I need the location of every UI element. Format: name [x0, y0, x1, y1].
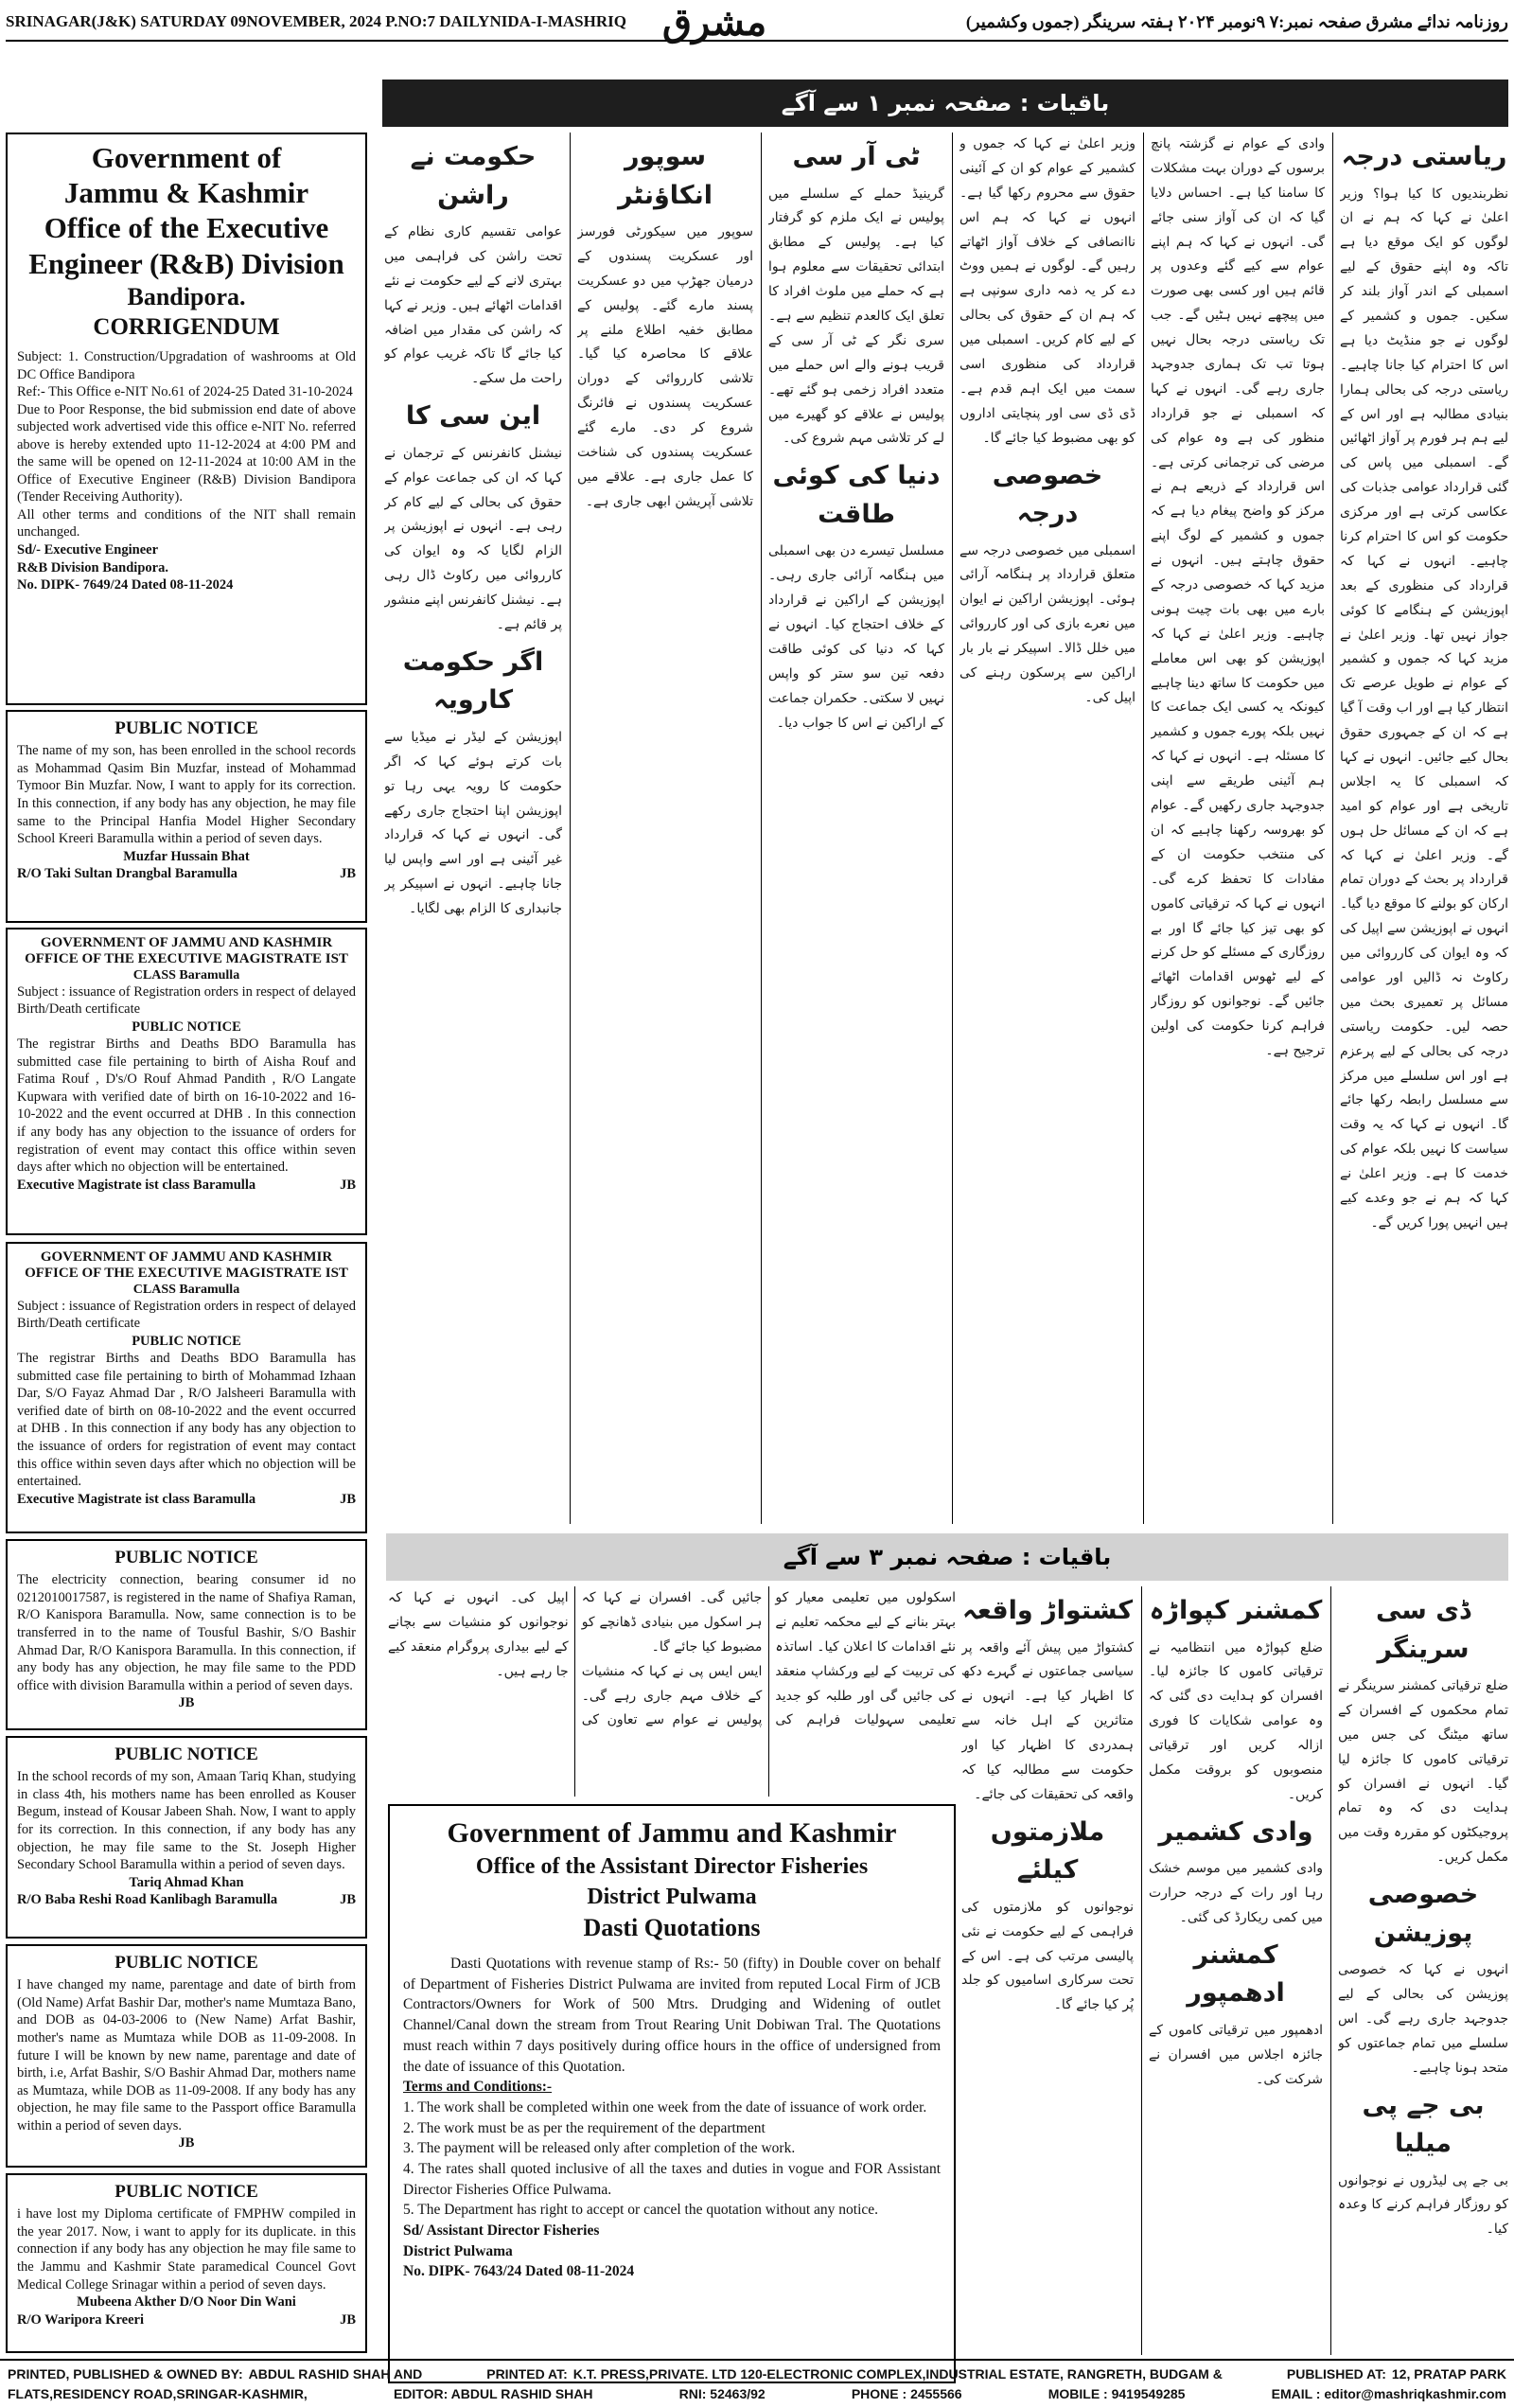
notice-jb: JB [340, 866, 356, 882]
notice-body: The registrar Births and Deaths BDO Baramulla has submitted case file pertaining to birth of Mohammad Izhaan Dar, S/O Fayaz Ahmad Dar , R/O Jalsheeri Baramulla with verified date of birth on 08-10-2022 and the event occurred at DHB . In this connection if any body has any objection to the issuance of orders for registration of event may contact this office within seven days after which no objection will be entertained. [17, 1351, 356, 1490]
footer-published-label: PUBLISHED AT: [1286, 2366, 1386, 2381]
notice-title: PUBLIC NOTICE [132, 1018, 241, 1035]
corrigendum-body: Due to Poor Response, the bid submission end date of above subjected work advertised vide this office e-NIT No. referred above is hereby extended upto 11-12-2024 at 4:00 PM and the same will be opened on 12-11-2024 at 10:00 AM in the Office of Executive Engineer (R&B) Division Bandipora (Tender Receiving Authority). [17, 401, 356, 505]
article-text: نوجوانوں کو ملازمتوں کی فراہمی کے لیے حکومت نے نئی پالیسی مرتب کی ہے۔ اس کے تحت سرکاری اسامیوں کو جلد پُر کیا جائے گا۔ [961, 1899, 1134, 2013]
article-text: ادھمپور میں ترقیاتی کاموں کے جائزہ اجلاس میں افسران نے شرکت کی۔ [1149, 2022, 1323, 2087]
notice-signature: Executive Magistrate ist class Baramulla [17, 1177, 256, 1193]
notice-name: Tariq Ahmad Khan [129, 1874, 244, 1890]
urdu-bottom-col-2 [1149, 1586, 1323, 2355]
urdu-article-col-4 [768, 133, 944, 1524]
article-text: مسلسل تیسرے دن بھی اسمبلی میں ہنگامہ آرائی جاری رہی۔ اپوزیشن کے اراکین نے قرارداد کے خلاف احتجاج کیا۔ انہوں نے کہا کہ دنیا کی کوئی طاقت دفعہ تین سو ستر کو واپس نہیں لا سکتی۔ حکمران جماعت کے اراکین نے اس کا جواب دیا۔ [768, 543, 944, 731]
article-text: اپوزیشن کے لیڈر نے میڈیا سے بات کرتے ہوئے کہا کہ اگر حکومت کا رویہ یہی رہا تو اپوزیشن اپنا احتجاج جاری رکھے گی۔ انہوں نے کہا کہ قرارداد غیر آئینی ہے اور اسے واپس لیا جانا چاہیے۔ انہوں نے اسپیکر پر جانبداری کا الزام بھی لگایا۔ [384, 729, 562, 917]
notice-jb: JB [178, 1695, 195, 1711]
fisheries-office: Office of the Assistant Director Fisheries [475, 1853, 869, 1879]
article-heading: اگر حکومت کارویہ [402, 646, 544, 716]
notice-address: R/O Taki Sultan Drangbal Baramulla [17, 866, 238, 882]
article-heading: کمشنر کپواڑہ [1149, 1596, 1323, 1625]
notice-jb: JB [340, 1491, 356, 1507]
magistrate-notice-2 [6, 1242, 367, 1533]
column-divider [952, 133, 953, 1524]
top-continuation-banner: باقیات : صفحہ نمبر ۱ سے آگے [382, 80, 1508, 127]
fisheries-terms-title: Terms and Conditions:- [403, 2079, 553, 2096]
corrigendum-ref: Ref:- This Office e-NIT No.61 of 2024-25 Dated 31-10-2024 [17, 384, 353, 400]
article-text: انہوں نے کہا کہ خصوصی پوزیشن کی بحالی کے لیے جدوجہد جاری رہے گی۔ اس سلسلے میں تمام جماعتوں کو متحد ہونا چاہیے۔ [1338, 1962, 1508, 2076]
notice-body: The name of my son, has been enrolled in the school records as Mohammad Qasim Bin Muzfar, instead of Mohammad Tymoor Bin Muzfar. Now, I want to apply for its correction. In this connection, if any body has any objection, he may file same to the Principal Hanfia Model Higher Secondary School Kreeri Baramulla within a period of seven days. [17, 743, 356, 847]
corrigendum-ad [6, 133, 367, 705]
footer-address: FLATS,RESIDENCY ROAD,SRINGAR-KASHMIR, [8, 2386, 308, 2401]
urdu-article-col-5 [577, 133, 753, 1524]
footer-email: EMAIL : editor@mashriqkashmir.com [1271, 2386, 1506, 2401]
notice-title: PUBLIC NOTICE [114, 1548, 258, 1567]
footer-phone: PHONE : 2455566 [851, 2386, 962, 2401]
notice-jb: JB [340, 1177, 356, 1193]
fisheries-term-1: 1. The work shall be completed within one week from the date of issuance of work order. [403, 2098, 927, 2116]
article-heading: ٹی آر سی [792, 142, 921, 171]
fisheries-term-3: 3. The payment will be released only after completion of the work. [403, 2140, 796, 2157]
notice-govt: GOVERNMENT OF JAMMU AND KASHMIR [40, 935, 333, 950]
fisheries-term-4: 4. The rates shall quoted inclusive of all the taxes and duties in vogue and FOR Assistant Director Fisheries Office Pulwama. [403, 2160, 941, 2198]
corrigendum-office-line2: Engineer (R&B) Division [28, 246, 344, 280]
column-divider [1332, 133, 1333, 1524]
article-heading: دنیا کی کوئی طاقت [772, 461, 941, 529]
fisheries-body: Dasti Quotations with revenue stamp of Rs:- 50 (fifty) in Double cover on behalf of Department of Fisheries District Pulwama are invited from reputed Local Firm of JCB Contractors/Owners for Work of 500 Mtrs. Drudging and Widening of outlet Channel/Canal down the stream from Trout Rearing Unit Dobiwan Tral. The Quotations must reach within 7 days positively during office hours in the office of undersigned from the date of issuance of this Quotation. [403, 1956, 941, 2075]
notice-jb: JB [340, 2311, 356, 2328]
fisheries-govt: Government of Jammu and Kashmir [447, 1817, 897, 1849]
article-heading: ملازمتوں کیلئے [990, 1816, 1105, 1886]
footer-printed-label: PRINTED, PUBLISHED & OWNED BY: [8, 2366, 243, 2381]
footer-printed-at-label: PRINTED AT: [486, 2366, 568, 2381]
article-text: اسمبلی میں خصوصی درجہ سے متعلق قرارداد پر ہنگامہ آرائی ہوئی۔ اپوزیشن اراکین نے ایوان میں نعرے بازی کی اور کارروائی میں خلل ڈالا۔ اسپیکر نے بار بار اراکین سے پرسکون رہنے کی اپیل کی۔ [959, 542, 1136, 705]
corrigendum-title: CORRIGENDUM [93, 314, 280, 341]
masthead-right: روزنامہ ندائے مشرق صفحہ نمبر:۷ ۹نومبر ۲۰۲۴ ہفتہ سرینگر (جموں وکشمیر) [965, 11, 1508, 31]
urdu-article-col-3 [959, 133, 1136, 1524]
article-heading: کمشنر ادھمپور [1187, 1939, 1285, 2009]
urdu-article-col-2 [1151, 133, 1325, 1524]
article-heading: ریاستی درجہ [1341, 142, 1507, 171]
notice-jb: JB [340, 1892, 356, 1908]
article-text: ایس ایس پی نے کہا کہ منشیات کے خلاف مہم جاری رہے گی۔ پولیس نے عوام سے تعاون کی اپیل کی۔ انہوں نے کہا کہ نوجوانوں کو منشیات سے بچانے کے لیے بیداری پروگرام منعقد کیے جا رہے ہیں۔ [388, 1590, 763, 1728]
corrigendum-govt-line2: Jammu & Kashmir [63, 176, 309, 210]
article-heading: خصوصی درجہ [992, 460, 1103, 529]
article-heading: حکومت نے راشن [410, 142, 537, 210]
public-notice-3 [6, 1736, 367, 1939]
corrigendum-dipk: No. DIPK- 7649/24 Dated 08-11-2024 [17, 577, 234, 593]
public-notice-2 [6, 1539, 367, 1730]
notice-title: PUBLIC NOTICE [114, 1744, 258, 1764]
magistrate-notice-1 [6, 928, 367, 1235]
notice-address: R/O Waripora Kreeri [17, 2311, 144, 2328]
footer-owner: ABDUL RASHID SHAH AND [248, 2366, 423, 2381]
urdu-article-col-1 [1340, 133, 1508, 1524]
notice-govt: GOVERNMENT OF JAMMU AND KASHMIR [40, 1249, 333, 1265]
notice-subject: Subject : issuance of Registration orders in respect of delayed Birth/Death certificate [17, 983, 356, 1018]
notice-title: PUBLIC NOTICE [114, 1953, 258, 1973]
corrigendum-sig1: Sd/- Executive Engineer [17, 542, 159, 558]
corrigendum-place: Bandipora. [127, 282, 246, 310]
corrigendum-subject: Subject: 1. Construction/Upgradation of washrooms at Old DC Office Bandipora [17, 349, 356, 382]
article-heading: ڈی سی سرینگر [1375, 1596, 1471, 1664]
footer-mobile: MOBILE : 9419549285 [1047, 2386, 1186, 2401]
footer-published-at: 12, PRATAP PARK [1391, 2366, 1506, 2381]
article-text: اسکولوں میں تعلیمی معیار کو بہتر بنانے کے لیے محکمہ تعلیم نے نئے اقدامات کا اعلان کیا۔ اساتذہ کی تربیت کے لیے ورکشاپ منعقد کی جائیں گی اور طلبہ کو جدید تعلیمی سہولیات فراہم کی جائیں گی۔ افسران نے کہا کہ ہر اسکول میں بنیادی ڈھانچے کو مضبوط کیا جائے گا۔ [581, 1590, 956, 1728]
notice-body: The registrar Births and Deaths BDO Baramulla has submitted case file pertaining to birth of Aisha Rouf and Fatima Rouf , D's/O Rouf Ahmad Pandith , R/O Langate Kupwara with verified date of birth on 16-10-2022 and 16-10-2022 and the event occurred at DHB . In this connection if any body has any objection to the issuance of orders for registration of event may contact this office within seven days after which no objection will be entertained. [17, 1036, 356, 1176]
footer-printed-at: K.T. PRESS,PRIVATE. LTD 120-ELECTRONIC COMPLEX,INDUSTRIAL ESTATE, RANGRETH, BUDGAM & [572, 2366, 1223, 2381]
notice-address: R/O Baba Reshi Road Kanlibagh Baramulla [17, 1892, 278, 1908]
public-notice-5 [6, 2173, 367, 2353]
fisheries-sig1: Sd/ Assistant Director Fisheries [403, 2222, 600, 2240]
article-text: نظربندیوں کا کیا ہوا؟ وزیر اعلیٰ نے کہا کہ ہم نے ان لوگوں کو ایک موقع دیا ہے تاکہ وہ اپنے حقوق کے لیے اسمبلی کے اندر آواز بلند کر سکیں۔ جموں و کشمیر کے لوگوں نے جو منڈیٹ دیا ہے اس کا احترام کیا جانا چاہیے۔ ریاستی درجہ کی بحالی ہمارا بنیادی مطالبہ ہے اور اس کے لیے ہم ہر فورم پر آواز اٹھائیں گے۔ اسمبلی میں پاس کی گئی قرارداد عوامی جذبات کی عکاسی کرتی ہے اور مرکزی حکومت کو اس کا احترام کرنا چاہیے۔ انہوں نے کہا کہ قرارداد کی منظوری کے بعد اپوزیشن کے ہنگامے کا کوئی جواز نہیں تھا۔ وزیر اعلیٰ نے مزید کہا کہ جموں و کشمیر کے عوام نے طویل عرصے تک انتظار کیا ہے اور اب وقت آ گیا ہے کہ ان کے جمہوری حقوق بحال کیے جائیں۔ انہوں نے کہا کہ اسمبلی کا یہ اجلاس تاریخی ہے اور عوام کو امید ہے کہ ان کے مسائل حل ہوں گے۔ وزیر اعلیٰ نے کہا کہ قرارداد پر بحث کے دوران تمام ارکان کو بولنے کا موقع دیا گیا۔ انہوں نے اپوزیشن سے اپیل کی کہ وہ ایوان کی کارروائی میں رکاوٹ نہ ڈالیں اور عوامی مسائل پر تعمیری بحث میں حصہ لیں۔ حکومت ریاستی درجہ کی بحالی کے لیے پرعزم ہے اور اس سلسلے میں مرکز سے مسلسل رابطہ رکھا جائے گا۔ انہوں نے کہا کہ یہ وقت سیاست کا نہیں بلکہ عوام کی خدمت کا ہے۔ وزیر اعلیٰ نے کہا کہ ہم نے جو وعدے کیے ہیں انہیں پورا کریں گے۔ [1340, 186, 1508, 1231]
article-heading: این سی کا [405, 401, 541, 432]
notice-title: PUBLIC NOTICE [132, 1333, 241, 1349]
urdu-bottom-top-strip [388, 1586, 956, 1797]
notice-jb: JB [178, 2135, 195, 2151]
fisheries-title: Dasti Quotations [583, 1914, 761, 1942]
column-divider [1330, 1586, 1331, 2355]
fisheries-dipk: No. DIPK- 7643/24 Dated 08-11-2024 [403, 2263, 635, 2280]
fisheries-term-5: 5. The Department has right to accept or cancel the quotation without any notice. [403, 2202, 879, 2219]
article-heading: کشتواڑ واقعہ [961, 1596, 1134, 1625]
article-text: ضلع ترقیاتی کمشنر سرینگر نے تمام محکموں کے افسران کے ساتھ میٹنگ کی جس میں ترقیاتی کاموں کا جائزہ لیا گیا۔ انہوں نے افسران کو ہدایت دی کہ وہ تمام پروجیکٹوں کو مقررہ وقت میں مکمل کریں۔ [1338, 1678, 1508, 1866]
corrigendum-sig2: R&B Division Bandipora. [17, 559, 168, 575]
public-notice-1 [6, 710, 367, 923]
notice-name: Muzfar Hussain Bhat [123, 848, 250, 864]
middle-continuation-banner: باقیات : صفحہ نمبر ۳ سے آگے [386, 1533, 1508, 1581]
fisheries-term-2: 2. The work must be as per the requirement of the department [403, 2119, 766, 2136]
column-divider [761, 133, 762, 1524]
notice-signature: Executive Magistrate ist class Baramulla [17, 1491, 256, 1507]
newspaper-logo: مشرق [662, 0, 767, 44]
fisheries-sig2: District Pulwama [403, 2242, 513, 2259]
corrigendum-office-line1: Office of the Executive [44, 211, 329, 245]
notice-subject: Subject : issuance of Registration orders in respect of delayed Birth/Death certificate [17, 1298, 356, 1332]
fisheries-district: District Pulwama [587, 1884, 757, 1909]
corrigendum-govt-line1: Government of [91, 141, 282, 174]
fisheries-quotation-ad [388, 1804, 956, 2383]
article-text: وادی کے عوام نے گزشتہ پانچ برسوں کے دوران بہت مشکلات کا سامنا کیا ہے۔ احساس دلایا گیا کہ ان کی آواز سنی جائے گی۔ انہوں نے کہا کہ ہم اپنے عوام سے کیے گئے وعدوں پر قائم ہیں اور کسی بھی صورت میں پیچھے نہیں ہٹیں گے۔ جب تک ریاستی درجہ بحال نہیں ہوتا تب تک ہماری جدوجہد جاری رہے گی۔ انہوں نے کہا کہ اسمبلی نے جو قرارداد منظور کی ہے وہ عوام کی مرضی کی ترجمانی کرتی ہے۔ اس قرارداد کے ذریعے ہم نے مرکز کو واضح پیغام دیا ہے کہ جموں و کشمیر کے لوگ اپنے حقوق چاہتے ہیں۔ انہوں نے مزید کہا کہ خصوصی درجہ کے بارے میں بھی بات چیت ہونی چاہیے۔ وزیر اعلیٰ نے کہا کہ اپوزیشن کو بھی اس معاملے میں حکومت کا ساتھ دینا چاہیے کیونکہ یہ کسی ایک جماعت کا نہیں بلکہ پورے جموں و کشمیر کا مسئلہ ہے۔ انہوں نے کہا کہ ہم آئینی طریقے سے اپنی جدوجہد جاری رکھیں گے۔ عوام کو بھروسہ رکھنا چاہیے کہ ان کی منتخب حکومت ان کے مفادات کا تحفظ کرے گی۔ انہوں نے کہا کہ ترقیاتی کاموں کو بھی تیز کیا جائے گا اور بے روزگاری کے مسئلے کو حل کرنے کے لیے ٹھوس اقدامات اٹھائے جائیں گے۔ نوجوانوں کو روزگار فراہم کرنا حکومت کی اولین ترجیح ہے۔ [1151, 136, 1325, 1058]
article-text: عوامی تقسیم کاری نظام کے تحت راشن کی فراہمی میں بہتری لانے کے لیے حکومت نے نئے اقدامات اٹھائے ہیں۔ وزیر نے کہا کہ راشن کی مقدار میں اضافہ کیا جائے گا تاکہ غریب عوام کو راحت مل سکے۔ [384, 224, 562, 387]
article-text: وزیر اعلیٰ نے کہا کہ جموں و کشمیر کے عوام کو ان کے آئینی حقوق سے محروم رکھا گیا ہے۔ انہوں نے کہا کہ ہم اس ناانصافی کے خلاف آواز اٹھاتے رہیں گے۔ لوگوں نے ہمیں ووٹ دے کر یہ ذمہ داری سونپی ہے کہ ہم ان کے حقوق کی بحالی کے لیے کام کریں۔ اسمبلی میں قرارداد کی منظوری اسی سمت میں ایک اہم قدم ہے۔ ڈی ڈی سی اور پنچایتی اداروں کو بھی مضبوط کیا جائے گا۔ [959, 136, 1136, 446]
article-text: سوپور میں سیکورٹی فورسز اور عسکریت پسندوں کے درمیان جھڑپ میں دو عسکریت پسند مارے گئے۔ پولیس کے مطابق خفیہ اطلاع ملنے پر علاقے کا محاصرہ کیا گیا۔ تلاشی کارروائی کے دوران عسکریت پسندوں نے فائرنگ شروع کر دی۔ مارے گئے عسکریت پسندوں کی شناخت کا عمل جاری ہے۔ علاقے میں تلاشی آپریشن ابھی جاری ہے۔ [577, 224, 753, 509]
article-text: ضلع کپواڑہ میں انتظامیہ نے ترقیاتی کاموں کا جائزہ لیا۔ افسران کو ہدایت دی گئی کہ وہ عوامی شکایات کا فوری ازالہ کریں اور ترقیاتی منصوبوں کو بروقت مکمل کریں۔ [1149, 1639, 1323, 1802]
notice-body: The electricity connection, bearing consumer id no 0212010017587, is registered in the name of Shafiya Raman, R/O Kanispora Baramulla. Now, same connection is to be transferred in to the name of Tousful Bashir, S/O Bashir Ahmad Dar, R/O Kanispora Baramulla. In this connection, if any body has any objection, he may file same to the PDD office with division Baramulla within a period of seven days. [17, 1572, 356, 1693]
notice-body: i have lost my Diploma certificate of FMPHW compiled in the year 2017. Now, i want to apply for its duplicate. in this connection if any body has any objection he may file same to the Jammu and Kashmir State paramedical Councel Govt Medical College Srinagar within a period of seven days. [17, 2206, 356, 2293]
article-heading: وادی کشمیر [1158, 1816, 1313, 1847]
article-heading: بی جے پی میلیا [1362, 2090, 1485, 2159]
notice-body: In the school records of my son, Amaan Tariq Khan, studying in class 4th, his mothers name has been enrolled as Kouser Begum, instead of Kousar Jabeen Shah. Now, I want to apply for its correction. In this connection, if any body has any objection, he may file same to the St. Joseph Higher Secondary School Baramulla within a period of seven days. [17, 1769, 356, 1873]
notice-body: I have changed my name, parentage and date of birth from (Old Name) Arfat Bashir Dar, mother's name Mumtaza Bano, and DOB as 04-03-2006 to (New Name) Arfat Bashir, mother's name as Mumtaza while DOB as 11-09-2008. In future I will be known by new name, parentage and date of birth, i.e, Arfat Bashir, S/O Bashir Ahmad Dar, mothers name as Mumtaza, while DOB as 11-09-2008. If any body has any objection, he may file same to the Passport office Baramulla within a period of seven days. [17, 1977, 356, 2134]
article-text: وادی کشمیر میں موسم خشک رہا اور رات کے درجہ حرارت میں کمی ریکارڈ کی گئی۔ [1149, 1861, 1323, 1926]
urdu-article-col-6 [384, 133, 562, 1524]
column-divider [1143, 133, 1144, 1524]
article-heading: سوپور انکاؤنٹر [618, 142, 713, 210]
notice-title: PUBLIC NOTICE [114, 718, 258, 738]
urdu-bottom-col-3 [961, 1586, 1134, 2355]
notice-class: CLASS Baramulla [132, 967, 240, 983]
column-divider [1141, 1586, 1142, 2355]
urdu-bottom-col-1 [1338, 1586, 1508, 2355]
masthead-left: SRINAGAR(J&K) SATURDAY 09NOVEMBER, 2024 P.NO:7 DAILYNIDA-I-MASHRIQ [6, 12, 626, 30]
notice-name: Mubeena Akther D/O Noor Din Wani [77, 2294, 296, 2311]
article-text: کشتواڑ میں پیش آئے واقعہ پر سیاسی جماعتوں نے گہرے دکھ کا اظہار کیا ہے۔ انہوں نے متاثرین کے اہل خانہ سے ہمدردی کا اظہار کیا اور حکومت سے مطالبہ کیا کہ واقعہ کی تحقیقات کی جائے۔ [961, 1639, 1134, 1802]
corrigendum-terms: All other terms and conditions of the NIT shall remain unchanged. [17, 506, 356, 540]
public-notice-4 [6, 1944, 367, 2168]
footer-editor: EDITOR: ABDUL RASHID SHAH [393, 2386, 593, 2401]
article-text: گرینیڈ حملے کے سلسلے میں پولیس نے ایک ملزم کو گرفتار کیا ہے۔ پولیس کے مطابق ابتدائی تحقیقات سے معلوم ہوا ہے کہ حملے میں ملوث افراد کا تعلق ایک کالعدم تنظیم سے ہے۔ سری نگر کے ٹی آر سی کے قریب ہونے والے اس حملے میں متعدد افراد زخمی ہو گئے تھے۔ پولیس نے علاقے کو گھیرے میں لے کر تلاشی مہم شروع کی۔ [768, 186, 944, 447]
imprint-footer [0, 2359, 1514, 2408]
column-divider [570, 133, 571, 1524]
notice-office: OFFICE OF THE EXECUTIVE MAGISTRATE IST [25, 1266, 348, 1282]
notice-title: PUBLIC NOTICE [114, 2182, 258, 2202]
notice-office: OFFICE OF THE EXECUTIVE MAGISTRATE IST [25, 951, 348, 967]
article-text: بی جے پی لیڈروں نے نوجوانوں کو روزگار فراہم کرنے کا وعدہ کیا۔ [1338, 2172, 1508, 2238]
footer-rni: RNI: 52463/92 [678, 2386, 766, 2401]
notice-class: CLASS Baramulla [132, 1282, 240, 1297]
article-text: نیشنل کانفرنس کے ترجمان نے کہا کہ ان کی جماعت عوام کے حقوق کی بحالی کے لیے کام کر رہی ہے۔ انہوں نے اپوزیشن پر الزام لگایا کہ وہ ایوان کی کارروائی میں رکاوٹ ڈال رہی ہے۔ نیشنل کانفرنس اپنے منشور پر قائم ہے۔ [384, 445, 562, 632]
article-heading: خصوصی پوزیشن [1367, 1880, 1479, 1948]
